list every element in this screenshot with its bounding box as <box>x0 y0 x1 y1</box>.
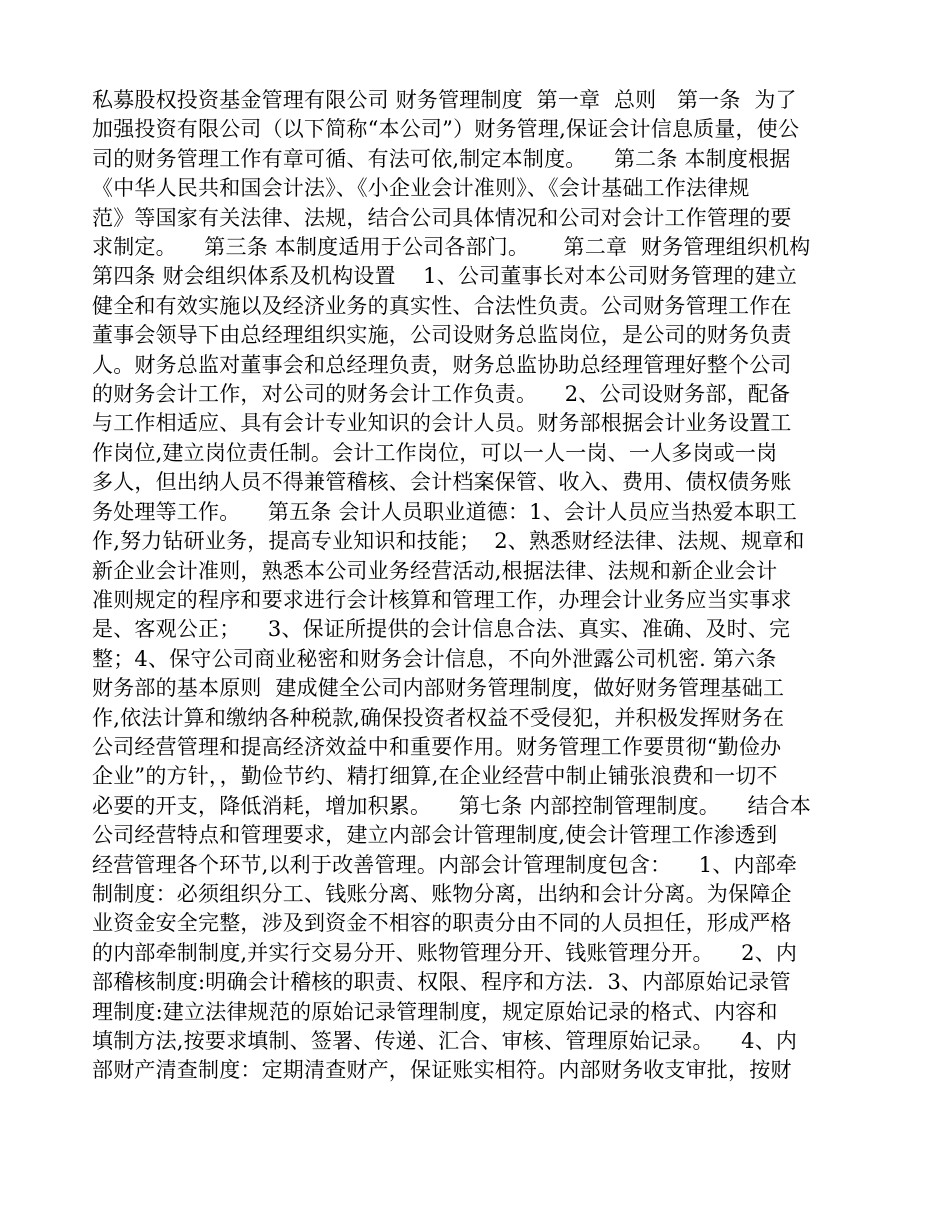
body-text-line: 公司经营特点和管理要求，建立内部会计管理制度,使会计管理工作渗透到 <box>92 823 778 848</box>
body-text-line: 求制定。 第三条 本制度适用于公司各部门。 第二章 财务管理组织机构 <box>92 235 811 260</box>
body-text-line: 公司经营管理和提高经济效益中和重要作用。财务管理工作要贯彻“勤俭办 <box>92 734 782 759</box>
body-text-line: 多人，但出纳人员不得兼管稽核、会计档案保管、收入、费用、债权债务账 <box>92 470 792 495</box>
body-text-line: 是、客观公正； 3、保证所提供的会计信息合法、真实、准确、及时、完 <box>92 617 791 642</box>
body-text-line: 新企业会计准则，熟悉本公司业务经营活动,根据法律、法规和新企业会计 <box>92 558 778 583</box>
body-text-line: 加强投资有限公司（以下简称“本公司”）财务管理,保证会计信息质量，使公 <box>92 117 800 142</box>
body-text-line: 人。财务总监对董事会和总经理负责，财务总监协助总经理管理好整个公司 <box>92 352 792 377</box>
document-body <box>92 86 862 1086</box>
body-text-line: 业资金安全完整，涉及到资金不相容的职责分由不同的人员担任，形成严格 <box>92 911 792 936</box>
body-text-line: 填制方法,按要求填制、签署、传递、汇合、审核、管理原始记录。 4、内 <box>92 1029 798 1053</box>
body-text-line: 部稽核制度:明确会计稽核的职责、权限、程序和方法. 3、内部原始记录管 <box>92 970 791 995</box>
body-text-line: 财务部的基本原则 建成健全公司内部财务管理制度，做好财务管理基础工 <box>92 676 785 701</box>
body-text-line: 经营管理各个环节,以利于改善管理。内部会计管理制度包含： 1、内部牵 <box>92 852 798 877</box>
body-text-line: 部财产清查制度：定期清查财产，保证账实相符。内部财务收支审批，按财 <box>92 1058 792 1083</box>
body-text-line: 作岗位,建立岗位责任制。会计工作岗位，可以一人一岗、一人多岗或一岗 <box>92 440 778 465</box>
body-text-line: 必要的开支，降低消耗，增加积累。 第七条 内部控制管理制度。 结合本 <box>92 793 812 818</box>
body-text-line: 制制度：必须组织分工、钱账分离、账物分离，出纳和会计分离。为保障企 <box>92 881 792 906</box>
body-text-line: 整；4、保守公司商业秘密和财务会计信息，不向外泄露公司机密. 第六条 <box>92 646 777 671</box>
body-text-line: 《中华人民共和国会计法》、《小企业会计准则》、《会计基础工作法律规 <box>92 176 750 201</box>
body-text-line: 的内部牵制制度,并实行交易分开、账物管理分开、钱账管理分开。 2、内 <box>92 940 798 965</box>
body-text-line: 私募股权投资基金管理有限公司 财务管理制度 第一章 总则 第一条 为了 <box>92 88 797 112</box>
body-text-line: 司的财务管理工作有章可循、有法可依,制定本制度。 第二条 本制度根据 <box>92 146 791 171</box>
body-text-line: 的财务会计工作，对公司的财务会计工作负责。 2、公司设财务部，配备 <box>92 382 791 407</box>
body-text-line: 企业”的方针，，勤俭节约、精打细算,在企业经营中制止铺张浪费和一切不 <box>92 764 778 789</box>
body-text-line: 范》等国家有关法律、法规，结合公司具体情况和公司对会计工作管理的要 <box>92 205 792 230</box>
body-text-line: 第四条 财会组织体系及机构设置 1、公司董事长对本公司财务管理的建立 <box>92 264 798 289</box>
body-text-line: 健全和有效实施以及经济业务的真实性、合法性负责。公司财务管理工作在 <box>92 293 792 318</box>
body-text-line: 作,努力钻研业务，提高专业知识和技能； 2、熟悉财经法律、法规、规章和 <box>92 529 805 554</box>
body-text-line: 准则规定的程序和要求进行会计核算和管理工作，办理会计业务应当实事求 <box>92 587 792 612</box>
body-text-line: 务处理等工作。 第五条 会计人员职业道德：1、会计人员应当热爱本职工 <box>92 499 798 524</box>
body-text-line: 与工作相适应、具有会计专业知识的会计人员。财务部根据会计业务设置工 <box>92 411 792 436</box>
body-text-line: 理制度:建立法律规范的原始记录管理制度，规定原始记录的格式、内容和 <box>92 999 778 1024</box>
body-text-line: 董事会领导下由总经理组织实施，公司设财务总监岗位，是公司的财务负责 <box>92 323 792 348</box>
body-text-line: 作,依法计算和缴纳各种税款,确保投资者权益不受侵犯，并积极发挥财务在 <box>92 705 785 730</box>
